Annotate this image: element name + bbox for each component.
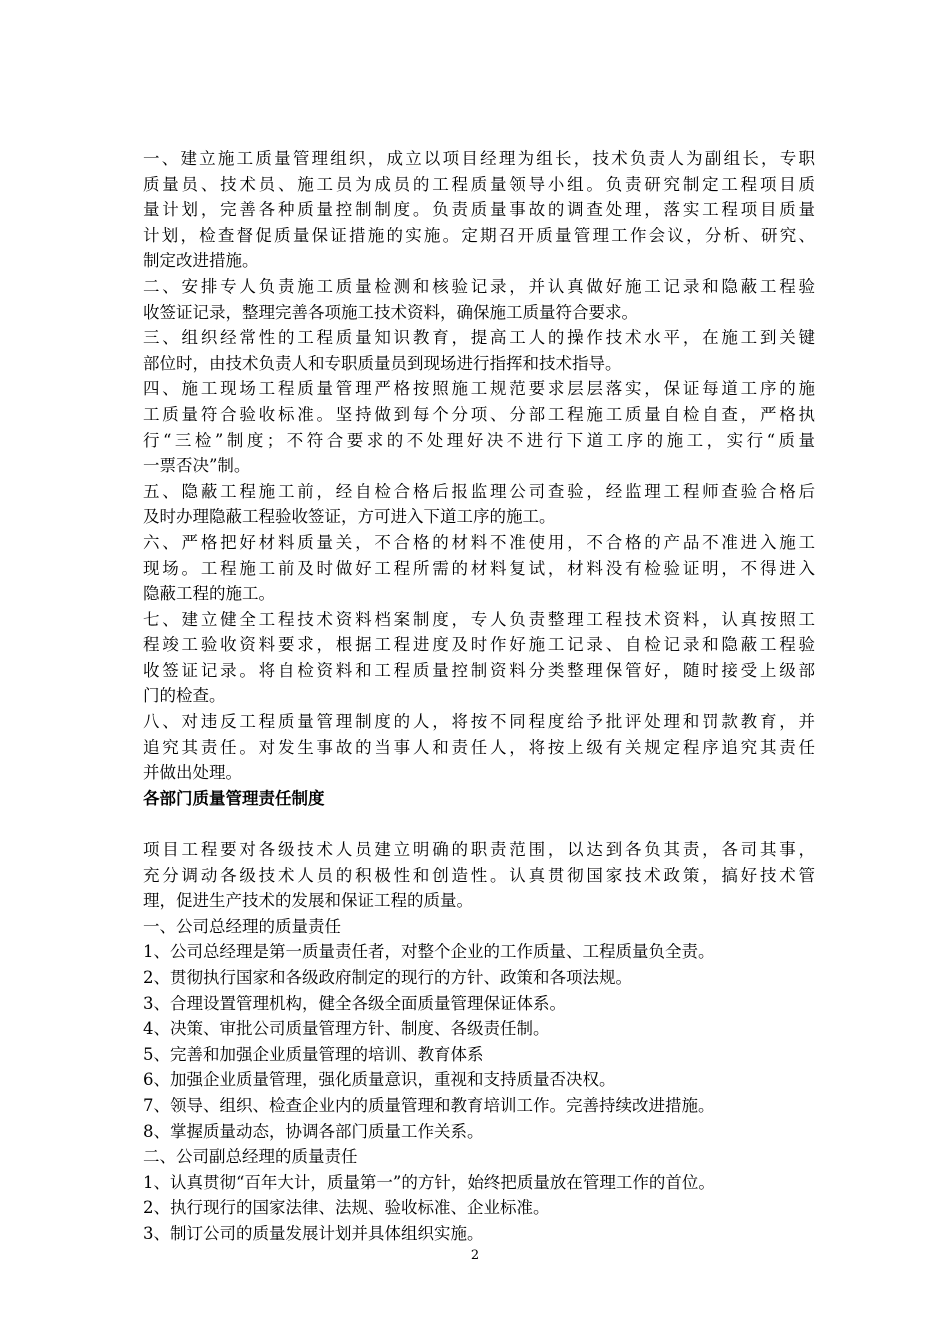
paragraph-line: 部位时，由技术负责人和专职质量员到现场进行指挥和技术指导。 xyxy=(143,353,622,373)
paragraph-line: 五、隐蔽工程施工前，经自检合格后报监理公司查验，经监理工程师查验合格后 xyxy=(143,481,815,501)
paragraph-line: 四、施工现场工程质量管理严格按照施工规范要求层层落实，保证每道工序的施 xyxy=(143,379,815,399)
list-item: 1、公司总经理是第一质量责任者，对整个企业的工作质量、工程质量负全责。 xyxy=(143,942,715,962)
paragraph-line: 质量员、技术员、施工员为成员的工程质量领导小组。负责研究制定工程项目质 xyxy=(143,174,815,194)
paragraph-line: 行“三检”制度；不符合要求的不处理好决不进行下道工序的施工，实行“质量 xyxy=(143,430,815,450)
paragraph-line: 收签证记录。将自检资料和工程质量控制资料分类整理保管好，随时接受上级部 xyxy=(143,660,815,680)
paragraph-line: 六、严格把好材料质量关，不合格的材料不准使用，不合格的产品不准进入施工 xyxy=(143,532,815,552)
paragraph-line: 收签证记录，整理完善各项施工技术资料，确保施工质量符合要求。 xyxy=(143,302,638,322)
list-item: 8、掌握质量动态，协调各部门质量工作关系。 xyxy=(143,1121,484,1141)
paragraph-line: 八、对违反工程质量管理制度的人，将按不同程度给予批评处理和罚款教育，并 xyxy=(143,712,815,732)
paragraph-line: 计划，检查督促质量保证措施的实施。定期召开质量管理工作会议，分析、研究、 xyxy=(143,225,815,245)
paragraph-line: 项目工程要对各级技术人员建立明确的职责范围，以达到各负其责，各司其事， xyxy=(143,840,815,860)
paragraph-line: 充分调动各级技术人员的积极性和创造性。认真贯彻国家技术政策，搞好技术管 xyxy=(143,865,815,885)
page-number: 2 xyxy=(470,1248,480,1263)
paragraph-line: 制定改进措施。 xyxy=(143,251,259,271)
paragraph-line: 七、建立健全工程技术资料档案制度，专人负责整理工程技术资料，认真按照工 xyxy=(143,609,815,629)
paragraph-line: 量计划，完善各种质量控制制度。负责质量事故的调查处理，落实工程项目质量 xyxy=(143,200,815,220)
list-item: 3、制订公司的质量发展计划并具体组织实施。 xyxy=(143,1223,484,1243)
blank-line xyxy=(143,811,815,837)
paragraph-line: 一票否决”制。 xyxy=(143,456,251,476)
list-item: 4、决策、审批公司质量管理方针、制度、各级责任制。 xyxy=(143,1019,550,1039)
paragraph-line: 门的检查。 xyxy=(143,686,226,706)
paragraph-line: 并做出处理。 xyxy=(143,763,242,783)
paragraph-line: 工质量符合验收标准。坚持做到每个分项、分部工程施工质量自检自查，严格执 xyxy=(143,404,815,424)
subheading-line: 二、公司副总经理的质量责任 xyxy=(143,1147,358,1167)
list-item: 2、执行现行的国家法律、法规、验收标准、企业标准。 xyxy=(143,1198,550,1218)
paragraph-line: 追究其责任。对发生事故的当事人和责任人，将按上级有关规定程序追究其责任 xyxy=(143,737,815,757)
section-heading: 各部门质量管理责任制度 xyxy=(143,788,325,808)
paragraph-line: 理，促进生产技术的发展和保证工程的质量。 xyxy=(143,891,473,911)
paragraph-line: 一、建立施工质量管理组织，成立以项目经理为组长，技术负责人为副组长，专职 xyxy=(143,149,815,168)
paragraph-line: 程竣工验收资料要求，根据工程进度及时作好施工记录、自检记录和隐蔽工程验 xyxy=(143,635,815,655)
paragraph-line: 现场。工程施工前及时做好工程所需的材料复试，材料没有检验证明，不得进入 xyxy=(143,558,815,578)
subheading-line: 一、公司总经理的质量责任 xyxy=(143,916,341,936)
paragraph-line: 三、组织经常性的工程质量知识教育，提高工人的操作技术水平，在施工到关键 xyxy=(143,328,815,348)
list-item: 1、认真贯彻“百年大计，质量第一”的方针，始终把质量放在管理工作的首位。 xyxy=(143,1172,715,1192)
list-item: 6、加强企业质量管理，强化质量意识，重视和支持质量否决权。 xyxy=(143,1070,616,1090)
list-item: 3、合理设置管理机构，健全各级全面质量管理保证体系。 xyxy=(143,993,566,1013)
list-item: 7、领导、组织、检查企业内的质量管理和教育培训工作。完善持续改进措施。 xyxy=(143,1095,715,1115)
paragraph-line: 隐蔽工程的施工。 xyxy=(143,584,275,604)
list-item: 2、贯彻执行国家和各级政府制定的现行的方针、政策和各项法规。 xyxy=(143,968,632,987)
paragraph-line: 及时办理隐蔽工程验收签证，方可进入下道工序的施工。 xyxy=(143,507,556,527)
document-body xyxy=(143,146,815,1247)
paragraph-line: 二、安排专人负责施工质量检测和核验记录，并认真做好施工记录和隐蔽工程验 xyxy=(143,276,815,296)
list-item: 5、完善和加强企业质量管理的培训、教育体系 xyxy=(143,1044,484,1064)
